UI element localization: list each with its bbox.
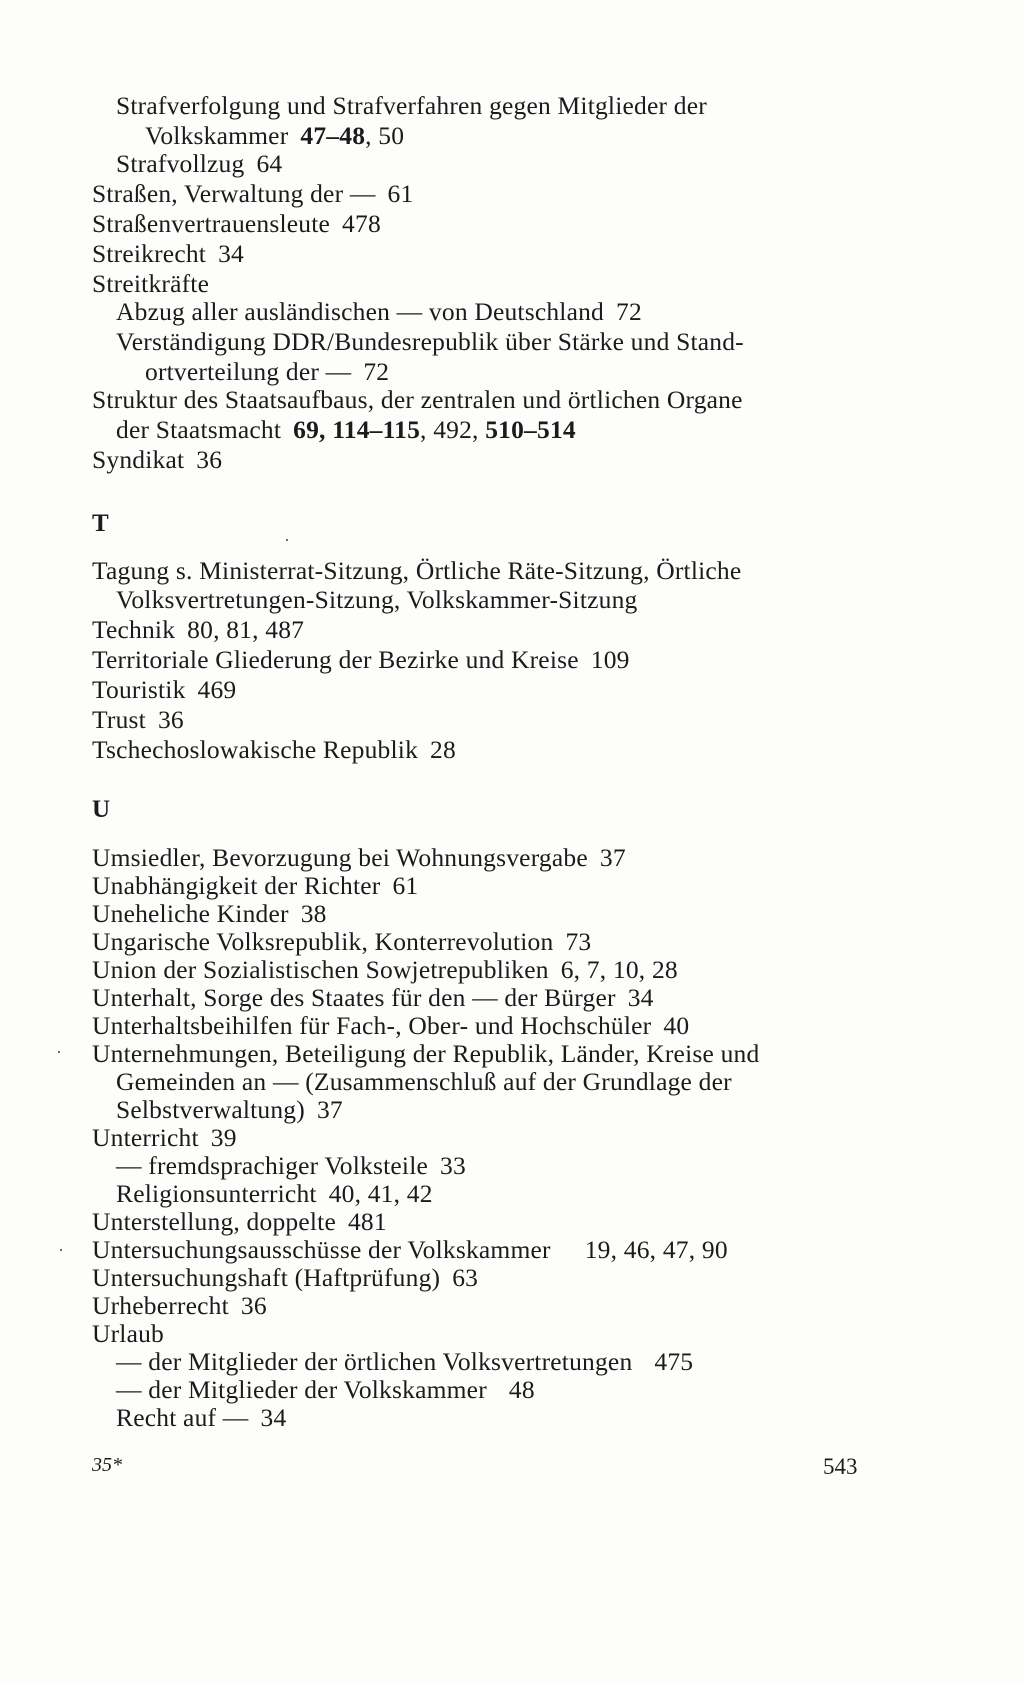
stray-mark: ·: [56, 1042, 62, 1062]
index-entry: Urheberrecht 36: [92, 1291, 267, 1320]
index-entry: Recht auf — 34: [116, 1403, 287, 1432]
index-entry: Urlaub: [92, 1319, 165, 1348]
stray-mark: ·: [284, 530, 290, 550]
index-entry: Territoriale Gliederung der Bezirke und Kreise 109: [92, 645, 630, 674]
index-entry: Strafvollzug 64: [116, 149, 283, 178]
index-entry: Unterhalt, Sorge des Staates für den — der Bürger 34: [92, 983, 654, 1012]
index-entry: Tschechoslowakische Republik 28: [92, 735, 456, 764]
signature-mark: 35*: [92, 1454, 122, 1476]
index-entry: Verständigung DDR/Bundesrepublik über Stärke und Stand-: [116, 327, 744, 356]
index-entry: Strafverfolgung und Strafverfahren gegen Mitglieder der: [116, 91, 707, 120]
index-entry: Religionsunterricht 40, 41, 42: [116, 1179, 433, 1208]
index-entry: Abzug aller ausländischen — von Deutschland 72: [116, 297, 642, 326]
index-entry: — der Mitglieder der örtlichen Volksvertretungen 475: [116, 1347, 694, 1376]
page-number: 543: [823, 1454, 858, 1479]
index-entry: Straßen, Verwaltung der — 61: [92, 179, 414, 208]
index-entry: Syndikat 36: [92, 445, 223, 474]
index-entry: Straßenvertrauensleute 478: [92, 209, 381, 238]
index-entry: Unabhängigkeit der Richter 61: [92, 871, 419, 900]
index-entry: Volksvertretungen-Sitzung, Volkskammer-Sitzung: [116, 585, 638, 614]
index-entry: Unterstellung, doppelte 481: [92, 1207, 387, 1236]
index-entry: Selbstverwaltung) 37: [116, 1095, 343, 1124]
index-entry: Streikrecht 34: [92, 239, 244, 268]
index-entry: Uneheliche Kinder 38: [92, 899, 327, 928]
section-letter: T: [92, 510, 109, 537]
index-entry: — fremdsprachiger Volksteile 33: [116, 1151, 466, 1180]
index-entry: — der Mitglieder der Volkskammer 48: [116, 1375, 535, 1404]
index-entry: Untersuchungshaft (Haftprüfung) 63: [92, 1263, 479, 1292]
index-entry: Untersuchungsausschüsse der Volkskammer 19, 46, 47, 90: [92, 1235, 728, 1264]
index-entry: Gemeinden an — (Zusammenschluß auf der Grundlage der: [116, 1067, 732, 1096]
index-entry: Volkskammer 47–48, 50: [145, 121, 405, 150]
index-entry: Umsiedler, Bevorzugung bei Wohnungsvergabe 37: [92, 843, 626, 872]
index-entry: Tagung s. Ministerrat-Sitzung, Örtliche Räte-Sitzung, Örtliche: [92, 556, 742, 585]
section-letter: U: [92, 796, 111, 823]
index-entry: Unterhaltsbeihilfen für Fach-, Ober- und Hochschüler 40: [92, 1011, 690, 1040]
index-entry: Trust 36: [92, 705, 184, 734]
stray-mark: ·: [58, 1240, 64, 1260]
index-entry: Touristik 469: [92, 675, 237, 704]
index-entry: Technik 80, 81, 487: [92, 615, 305, 644]
index-entry: Union der Sozialistischen Sowjetrepubliken 6, 7, 10, 28: [92, 955, 678, 984]
index-entry: Unternehmungen, Beteiligung der Republik, Länder, Kreise und: [92, 1039, 760, 1068]
index-entry: Ungarische Volksrepublik, Konterrevolution 73: [92, 927, 592, 956]
index-entry: der Staatsmacht 69, 114–115, 492, 510–514: [116, 415, 576, 444]
index-entry: Unterricht 39: [92, 1123, 237, 1152]
index-entry: ortverteilung der — 72: [145, 357, 390, 386]
index-entry: Streitkräfte: [92, 269, 210, 298]
index-entry: Struktur des Staatsaufbaus, der zentralen und örtlichen Organe: [92, 385, 743, 414]
